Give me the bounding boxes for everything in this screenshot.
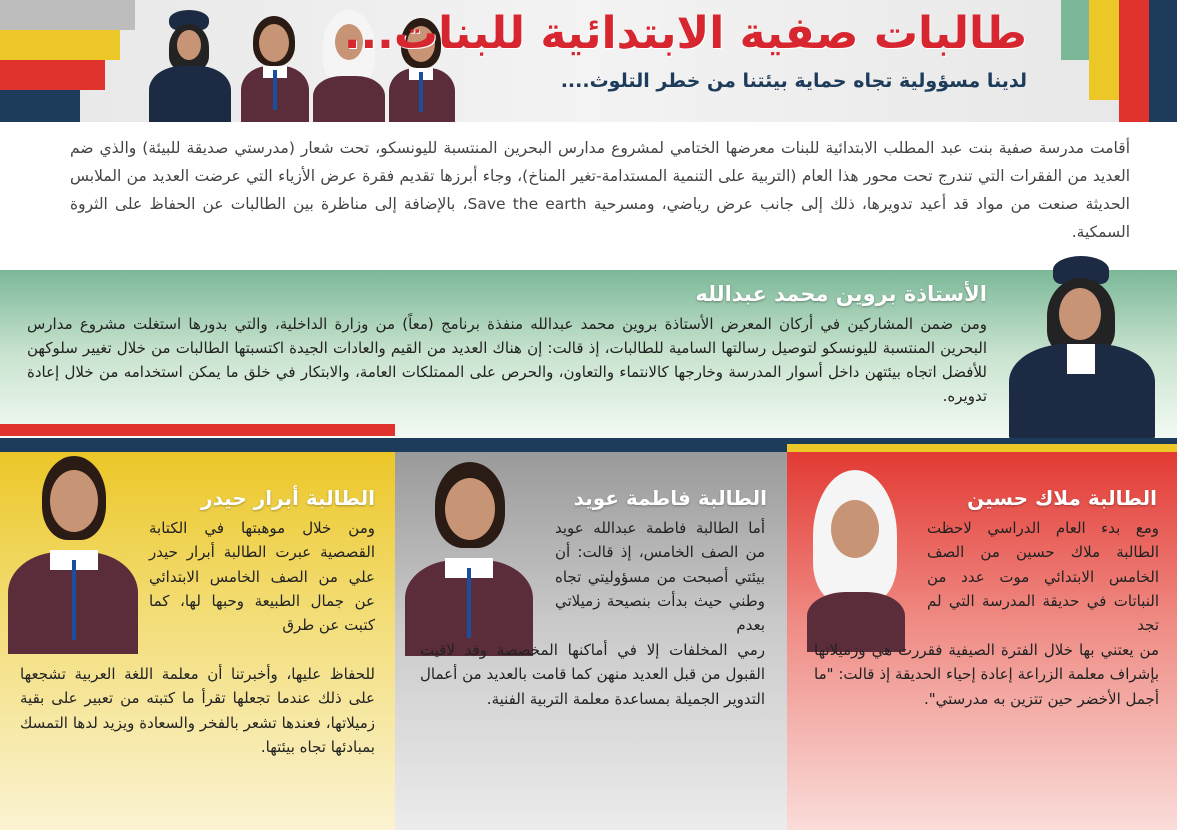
- page-header: [0, 0, 1177, 122]
- student-text-fatima-bottom: رمي المخلفات إلا في أماكنها المخصصة وقد لاقيت القبول من قبل العديد منهن كما قامت بالعديد من أعمال التدوير الجميلة بمساعدة معلمة التربية الفنية.: [420, 641, 765, 708]
- student-text-malak-top: ومع بدء العام الدراسي لاحظت الطالبة ملاك حسين من الصف الخامس الابتدائي موت عدد من النباتات في حديقة المدرسة التي لم تجد: [927, 519, 1159, 635]
- teacher-photo: [1007, 252, 1157, 438]
- student-photo-abrar: [4, 454, 142, 654]
- header-stripe-red: [0, 60, 105, 90]
- student-name-abrar: الطالبة أبرار حيدر: [201, 486, 375, 510]
- header-stripe-red-right: [1119, 0, 1149, 122]
- student-card-malak: [787, 452, 1177, 830]
- header-stripe-yellow: [0, 30, 120, 60]
- intro-paragraph: أقامت مدرسة صفية بنت عبد المطلب الابتدائية للبنات معرضها الختامي لمشروع مدارس البحرين المنتسبة لليونسكو، تحت شعار (مدرستي صديقة للبيئة) والذي ضم العديد من الفقرات التي تندرج تحت محور هذا العام (التربية على التنمية المستدامة-تغير المناخ)، وجاء أبرزها تقديم فقرة عرض الأزياء التي عرضت العديد من الملابس الحديثة صنعت من مواد قد أعيد تدويرها، ذلك إلى جانب عرض رياضي، ومسرحية Save the earth، بالإضافة إلى مناظرة بين الطالبات عن الحفاظ على الثروة السمكية.: [70, 139, 1130, 241]
- student-photo-malak: [793, 464, 913, 652]
- header-stripe-gray: [0, 0, 135, 30]
- teacher-section: [0, 270, 1177, 438]
- student-name-malak: الطالبة ملاك حسين: [967, 486, 1157, 510]
- student-card-abrar: [0, 452, 395, 830]
- teacher-name: الأستاذة بروين محمد عبدالله: [695, 282, 987, 306]
- student-card-fatima: [395, 452, 787, 830]
- student-text-abrar-top: ومن خلال موهبتها في الكتابة القصصية عبرت الطالبة أبرار حيدر علي من الصف الخامس الابتدائي عن جمال الطبيعة وحبها لها، كما كتبت عن طرق: [149, 519, 375, 635]
- student-text-fatima-top: أما الطالبة فاطمة عبدالله عويد من الصف الخامس، إذ قالت: أن بيئتي أصبحت من مسؤوليتي تجاه وطني حيث بدأت بنصيحة زميلاتي بعدم: [555, 519, 765, 635]
- student-text-abrar-bottom: للحفاظ عليها، وأخبرتنا أن معلمة اللغة العربية تشجعها على ذلك عندما تجعلها تقرأ ما كتبته من تعبير على بقية زميلاتها، فعندها تشعر بالفخر والسعادة ويزيد لدها التمسك بمبادئها تجاه بيئتها.: [20, 665, 375, 756]
- teacher-paragraph: ومن ضمن المشاركين في أركان المعرض الأستاذة بروين محمد عبدالله منفذة برنامج (معاً) من وزارة الداخلية، والتي بدورها استغلت مشروع مدارس البحرين المنتسبة لليونسكو لتوصيل رسالتها السامية للطالبات، إذ قالت: إن هناك العديد من القيم والعادات الجيدة اكتسبتها الطالبات من خلال تغيير سلوكهن للأفضل اتجاه بيئتهن داخل أسوار المدرسة وخارجها كالانتماء والتعاون، والحرص على الممتلكات العامة، والابتكار في خلق ما يمكن استخدامه من خلال إعادة تدويره.: [27, 315, 987, 405]
- header-stripe-navy-right: [1149, 0, 1177, 122]
- header-stripe-yellow-right: [1089, 0, 1119, 100]
- header-stripe-navy: [0, 90, 80, 122]
- page-subtitle: لدينا مسؤولية تجاه حماية بيئتنا من خطر التلوث....: [560, 70, 1027, 92]
- student-photo-fatima: [399, 460, 539, 656]
- section-divider-red: [0, 424, 395, 436]
- student-text-malak-bottom: من يعتني بها خلال الفترة الصيفية فقررت هي وزميلاتها بإشراف معلمة الزراعة إعادة إحياء الحديقة إذ قالت: "ما أجمل الأخضر حين تتزين به مدرستي".: [814, 641, 1159, 708]
- page-title: طالبات صفية الابتدائية للبنات...: [343, 8, 1027, 59]
- student-name-fatima: الطالبة فاطمة عويد: [573, 486, 767, 510]
- header-stripe-green-right: [1061, 0, 1089, 60]
